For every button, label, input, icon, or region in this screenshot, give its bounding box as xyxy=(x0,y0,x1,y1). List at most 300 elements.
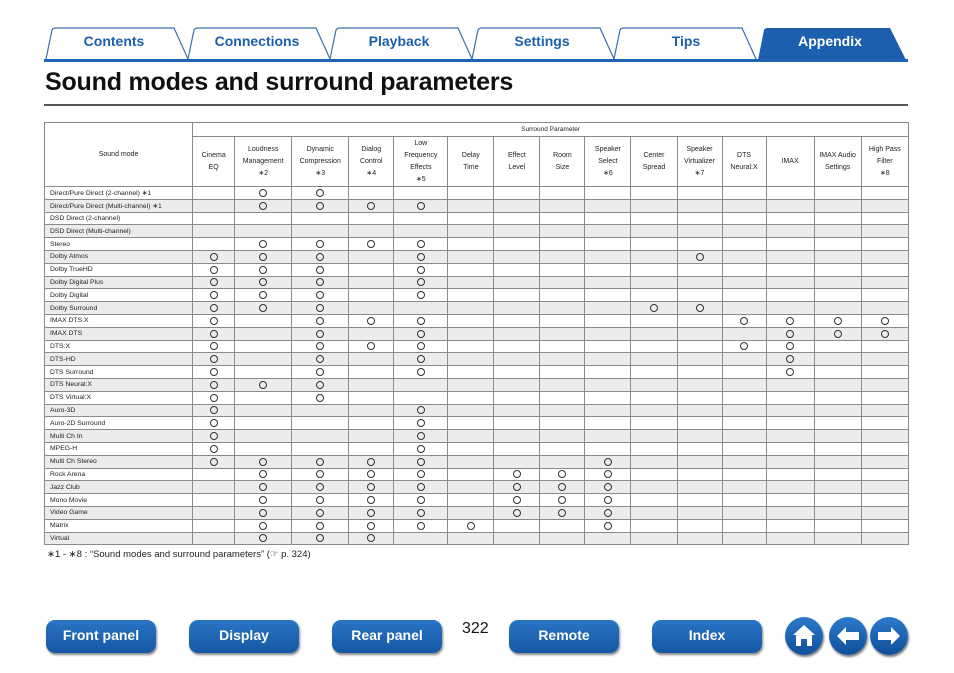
sound-mode-name: DSD Direct (Multi-channel) xyxy=(45,225,193,238)
parameter-header-line: Virtualizer xyxy=(684,157,716,165)
table-row xyxy=(45,340,909,353)
available-circle-icon xyxy=(316,368,324,376)
parameter-cell xyxy=(814,366,861,379)
parameter-header-line: High Pass xyxy=(868,145,901,153)
back-button[interactable] xyxy=(829,617,867,655)
parameter-cell xyxy=(349,494,394,507)
available-circle-icon xyxy=(881,317,889,325)
parameter-cell xyxy=(722,199,766,212)
parameter-header-line: ∗5 xyxy=(415,175,426,183)
parameter-cell xyxy=(349,327,394,340)
parameter-cell xyxy=(585,187,631,200)
parameter-cell xyxy=(394,506,448,519)
parameter-cell xyxy=(448,481,494,494)
parameter-cell xyxy=(349,442,394,455)
parameter-cell xyxy=(394,481,448,494)
available-circle-icon xyxy=(210,330,218,338)
parameter-header-line: ∗2 xyxy=(258,169,269,177)
parameter-cell xyxy=(448,430,494,443)
table-row xyxy=(45,263,909,276)
parameter-cell xyxy=(722,366,766,379)
parameter-cell xyxy=(193,391,235,404)
parameter-cell xyxy=(540,391,585,404)
table-row xyxy=(45,212,909,225)
parameter-cell xyxy=(814,378,861,391)
parameter-cell xyxy=(677,430,722,443)
available-circle-icon xyxy=(417,368,425,376)
parameter-header-line: IMAX Audio xyxy=(819,151,856,159)
parameter-cell xyxy=(677,494,722,507)
tab-appendix[interactable]: Appendix xyxy=(798,33,862,49)
parameter-cell xyxy=(677,314,722,327)
parameter-header-line: Dialog xyxy=(361,145,382,153)
parameter-cell xyxy=(494,417,540,430)
available-circle-icon xyxy=(513,496,521,504)
parameter-cell xyxy=(722,314,766,327)
parameter-cell xyxy=(292,519,349,532)
parameter-cell xyxy=(722,340,766,353)
available-circle-icon xyxy=(316,278,324,286)
table-row xyxy=(45,404,909,417)
parameter-header-line: IMAX xyxy=(781,157,799,165)
available-circle-icon xyxy=(316,458,324,466)
tab-tips[interactable]: Tips xyxy=(671,33,701,49)
parameter-cell xyxy=(448,417,494,430)
sound-mode-name: DTS-HD xyxy=(45,353,193,366)
parameter-cell xyxy=(494,494,540,507)
available-circle-icon xyxy=(316,304,324,312)
parameter-cell xyxy=(349,378,394,391)
parameter-cell xyxy=(193,238,235,251)
tab-bar xyxy=(44,27,908,61)
parameter-cell xyxy=(448,225,494,238)
parameter-cell xyxy=(677,519,722,532)
parameter-cell xyxy=(631,391,677,404)
parameter-cell xyxy=(235,506,292,519)
parameter-cell xyxy=(540,506,585,519)
parameter-cell xyxy=(494,263,540,276)
available-circle-icon xyxy=(259,253,267,261)
parameter-cell xyxy=(193,187,235,200)
parameter-column-header xyxy=(349,137,394,187)
parameter-cell xyxy=(349,455,394,468)
parameter-cell xyxy=(722,276,766,289)
parameter-cell xyxy=(349,417,394,430)
parameter-column-header xyxy=(585,137,631,187)
parameter-cell xyxy=(292,532,349,545)
parameter-cell xyxy=(292,314,349,327)
parameter-cell xyxy=(814,417,861,430)
parameter-header-line: Loudness xyxy=(248,145,279,153)
available-circle-icon xyxy=(513,470,521,478)
parameter-column-header xyxy=(448,137,494,187)
parameter-cell xyxy=(722,442,766,455)
sound-mode-name: Rock Arena xyxy=(45,468,193,481)
parameter-cell xyxy=(814,199,861,212)
parameter-cell xyxy=(814,532,861,545)
parameter-cell xyxy=(349,212,394,225)
available-circle-icon xyxy=(259,381,267,389)
remote-button[interactable]: Remote xyxy=(509,620,619,653)
parameter-header-line: Effects xyxy=(410,163,432,171)
parameter-cell xyxy=(292,276,349,289)
available-circle-icon xyxy=(417,419,425,427)
parameter-cell xyxy=(861,404,908,417)
available-circle-icon xyxy=(316,189,324,197)
rear-panel-button[interactable]: Rear panel xyxy=(332,620,442,653)
tab-playback[interactable]: Playback xyxy=(368,33,430,49)
parameter-cell xyxy=(349,225,394,238)
parameter-cell xyxy=(540,430,585,443)
available-circle-icon xyxy=(786,330,794,338)
parameter-cell xyxy=(193,225,235,238)
available-circle-icon xyxy=(786,342,794,350)
parameter-cell xyxy=(722,417,766,430)
parameter-cell xyxy=(235,378,292,391)
parameter-cell xyxy=(677,225,722,238)
parameter-cell xyxy=(766,378,814,391)
parameter-column-header xyxy=(861,137,908,187)
parameter-cell xyxy=(235,289,292,302)
arrow-left-icon xyxy=(829,617,867,655)
parameter-cell xyxy=(722,302,766,315)
parameter-cell xyxy=(861,519,908,532)
table-row xyxy=(45,302,909,315)
parameter-cell xyxy=(235,238,292,251)
parameter-cell xyxy=(394,404,448,417)
parameter-cell xyxy=(631,366,677,379)
parameter-cell xyxy=(193,519,235,532)
parameter-cell xyxy=(814,404,861,417)
parameter-cell xyxy=(722,506,766,519)
parameter-cell xyxy=(448,212,494,225)
parameter-cell xyxy=(235,199,292,212)
available-circle-icon xyxy=(834,330,842,338)
available-circle-icon xyxy=(513,483,521,491)
parameter-cell xyxy=(540,519,585,532)
parameter-cell xyxy=(722,225,766,238)
parameter-cell xyxy=(349,199,394,212)
parameter-cell xyxy=(766,225,814,238)
parameter-cell xyxy=(235,187,292,200)
table-row xyxy=(45,225,909,238)
parameter-cell xyxy=(494,340,540,353)
sound-mode-name: DTS:X xyxy=(45,340,193,353)
parameter-cell xyxy=(193,430,235,443)
parameter-cell xyxy=(349,276,394,289)
parameter-cell xyxy=(349,430,394,443)
table-row xyxy=(45,199,909,212)
parameter-cell xyxy=(631,378,677,391)
available-circle-icon xyxy=(259,470,267,478)
parameter-cell xyxy=(448,327,494,340)
parameter-cell xyxy=(766,391,814,404)
sound-mode-table-container xyxy=(44,122,909,545)
available-circle-icon xyxy=(210,458,218,466)
parameter-cell xyxy=(677,199,722,212)
parameter-cell xyxy=(677,289,722,302)
parameter-column-header xyxy=(631,137,677,187)
parameter-cell xyxy=(448,289,494,302)
available-circle-icon xyxy=(259,304,267,312)
parameter-cell xyxy=(193,417,235,430)
parameter-cell xyxy=(394,353,448,366)
parameter-cell xyxy=(494,302,540,315)
parameter-cell xyxy=(814,314,861,327)
home-button[interactable] xyxy=(785,617,823,655)
parameter-header-line: ∗8 xyxy=(879,169,890,177)
parameter-cell xyxy=(448,199,494,212)
tab-contents[interactable]: Contents xyxy=(83,33,145,49)
table-row xyxy=(45,442,909,455)
parameter-cell xyxy=(494,187,540,200)
available-circle-icon xyxy=(604,509,612,517)
parameter-cell xyxy=(494,366,540,379)
table-row xyxy=(45,378,909,391)
available-circle-icon xyxy=(210,317,218,325)
available-circle-icon xyxy=(417,483,425,491)
sound-mode-name: DTS Surround xyxy=(45,366,193,379)
parameter-cell xyxy=(585,404,631,417)
parameter-cell xyxy=(494,404,540,417)
available-circle-icon xyxy=(210,394,218,402)
parameter-cell xyxy=(585,289,631,302)
parameter-column-header xyxy=(394,137,448,187)
parameter-cell xyxy=(540,340,585,353)
table-row xyxy=(45,417,909,430)
parameter-cell xyxy=(861,263,908,276)
table-row xyxy=(45,494,909,507)
parameter-cell xyxy=(235,417,292,430)
parameter-cell xyxy=(540,250,585,263)
parameter-cell xyxy=(235,404,292,417)
parameter-header-line: ∗6 xyxy=(603,169,613,177)
parameter-cell xyxy=(394,314,448,327)
parameter-cell xyxy=(722,238,766,251)
parameter-cell xyxy=(766,366,814,379)
table-row xyxy=(45,506,909,519)
parameter-cell xyxy=(540,481,585,494)
parameter-cell xyxy=(235,494,292,507)
parameter-cell xyxy=(193,314,235,327)
table-row xyxy=(45,468,909,481)
parameter-cell xyxy=(861,532,908,545)
parameter-cell xyxy=(349,302,394,315)
parameter-cell xyxy=(677,340,722,353)
parameter-cell xyxy=(814,455,861,468)
parameter-cell xyxy=(193,199,235,212)
available-circle-icon xyxy=(417,496,425,504)
table-row xyxy=(45,532,909,545)
parameter-cell xyxy=(494,353,540,366)
parameter-cell xyxy=(540,353,585,366)
parameter-cell xyxy=(677,276,722,289)
table-row xyxy=(45,353,909,366)
parameter-cell xyxy=(394,468,448,481)
available-circle-icon xyxy=(604,496,612,504)
parameter-cell xyxy=(540,494,585,507)
parameter-header-line: Delay xyxy=(461,151,480,159)
parameter-cell xyxy=(814,289,861,302)
parameter-cell xyxy=(677,187,722,200)
parameter-cell xyxy=(814,327,861,340)
parameter-column-header xyxy=(540,137,585,187)
sound-mode-name: Direct/Pure Direct (2-channel) ∗1 xyxy=(45,187,193,200)
parameter-cell xyxy=(631,532,677,545)
available-circle-icon xyxy=(558,470,566,478)
parameter-cell xyxy=(585,430,631,443)
parameter-cell xyxy=(394,238,448,251)
parameter-header-line: EQ xyxy=(208,163,219,171)
parameter-cell xyxy=(861,366,908,379)
parameter-cell xyxy=(448,340,494,353)
parameter-cell xyxy=(861,199,908,212)
parameter-cell xyxy=(722,430,766,443)
available-circle-icon xyxy=(417,458,425,466)
table-row xyxy=(45,314,909,327)
sound-mode-name: Dolby Digital xyxy=(45,289,193,302)
sound-mode-name: Virtual xyxy=(45,532,193,545)
available-circle-icon xyxy=(834,317,842,325)
parameter-cell xyxy=(494,238,540,251)
available-circle-icon xyxy=(367,317,375,325)
available-circle-icon xyxy=(367,202,375,210)
sound-mode-name: DSD Direct (2-channel) xyxy=(45,212,193,225)
parameter-cell xyxy=(448,353,494,366)
parameter-cell xyxy=(585,455,631,468)
parameter-cell xyxy=(494,506,540,519)
parameter-cell xyxy=(292,327,349,340)
parameter-cell xyxy=(814,238,861,251)
tab-settings[interactable]: Settings xyxy=(514,33,570,49)
parameter-cell xyxy=(448,238,494,251)
parameter-cell xyxy=(494,378,540,391)
parameter-cell xyxy=(540,314,585,327)
parameter-cell xyxy=(394,327,448,340)
parameter-cell xyxy=(631,481,677,494)
available-circle-icon xyxy=(417,355,425,363)
parameter-cell xyxy=(235,532,292,545)
display-button[interactable]: Display xyxy=(189,620,299,653)
available-circle-icon xyxy=(316,355,324,363)
parameter-cell xyxy=(448,314,494,327)
sound-mode-name: Matrix xyxy=(45,519,193,532)
parameter-cell xyxy=(631,225,677,238)
table-row xyxy=(45,455,909,468)
tab-connections[interactable]: Connections xyxy=(214,33,300,49)
parameter-cell xyxy=(766,455,814,468)
parameter-cell xyxy=(631,506,677,519)
sound-mode-name: Video Game xyxy=(45,506,193,519)
available-circle-icon xyxy=(417,202,425,210)
parameter-cell xyxy=(766,289,814,302)
parameter-cell xyxy=(861,494,908,507)
parameter-cell xyxy=(677,455,722,468)
table-header xyxy=(45,123,909,187)
available-circle-icon xyxy=(417,253,425,261)
parameter-cell xyxy=(631,442,677,455)
available-circle-icon xyxy=(417,330,425,338)
parameter-cell xyxy=(193,353,235,366)
sound-mode-name: Auro-2D Surround xyxy=(45,417,193,430)
available-circle-icon xyxy=(417,317,425,325)
sound-mode-name: Multi Ch In xyxy=(45,430,193,443)
parameter-cell xyxy=(349,532,394,545)
parameter-cell xyxy=(585,250,631,263)
parameter-cell xyxy=(722,519,766,532)
parameter-cell xyxy=(494,468,540,481)
parameter-cell xyxy=(861,238,908,251)
parameter-cell xyxy=(585,494,631,507)
parameter-cell xyxy=(861,225,908,238)
available-circle-icon xyxy=(316,253,324,261)
index-button[interactable]: Index xyxy=(652,620,762,653)
parameter-header-line: Effect xyxy=(508,151,526,159)
parameter-cell xyxy=(861,391,908,404)
parameter-cell xyxy=(861,314,908,327)
available-circle-icon xyxy=(417,342,425,350)
parameter-cell xyxy=(677,468,722,481)
parameter-cell xyxy=(235,455,292,468)
parameter-cell xyxy=(193,442,235,455)
parameter-cell xyxy=(631,212,677,225)
available-circle-icon xyxy=(417,470,425,478)
parameter-cell xyxy=(861,212,908,225)
parameter-header-line: Speaker xyxy=(686,145,713,153)
parameter-cell xyxy=(235,263,292,276)
parameter-cell xyxy=(193,378,235,391)
parameter-cell xyxy=(394,187,448,200)
parameter-cell xyxy=(292,378,349,391)
parameter-cell xyxy=(766,442,814,455)
parameter-cell xyxy=(861,302,908,315)
parameter-cell xyxy=(448,378,494,391)
front-panel-button[interactable]: Front panel xyxy=(46,620,156,653)
parameter-header-line: Filter xyxy=(877,157,893,165)
arrow-right-icon xyxy=(870,617,908,655)
parameter-cell xyxy=(585,263,631,276)
parameter-cell xyxy=(631,468,677,481)
available-circle-icon xyxy=(786,355,794,363)
available-circle-icon xyxy=(316,202,324,210)
parameter-cell xyxy=(235,225,292,238)
sound-mode-name: Mono Movie xyxy=(45,494,193,507)
parameter-cell xyxy=(766,238,814,251)
parameter-cell xyxy=(631,250,677,263)
parameter-cell xyxy=(235,212,292,225)
parameter-cell xyxy=(448,532,494,545)
footnote: ∗1 - ∗8 : “Sound modes and surround parameters” (☞ p. 324) xyxy=(47,549,311,560)
parameter-header-line: Spread xyxy=(642,163,666,171)
parameter-cell xyxy=(631,494,677,507)
parameter-cell xyxy=(349,289,394,302)
parameter-header-line: Cinema xyxy=(201,151,226,159)
parameter-cell xyxy=(292,199,349,212)
available-circle-icon xyxy=(259,534,267,542)
available-circle-icon xyxy=(259,509,267,517)
parameter-header-line: Size xyxy=(555,163,570,171)
parameter-cell xyxy=(861,378,908,391)
parameter-cell xyxy=(292,468,349,481)
parameter-cell xyxy=(193,366,235,379)
parameter-cell xyxy=(677,417,722,430)
parameter-cell xyxy=(448,519,494,532)
parameter-cell xyxy=(394,430,448,443)
available-circle-icon xyxy=(210,368,218,376)
forward-button[interactable] xyxy=(870,617,908,655)
parameter-cell xyxy=(814,302,861,315)
parameter-cell xyxy=(540,455,585,468)
